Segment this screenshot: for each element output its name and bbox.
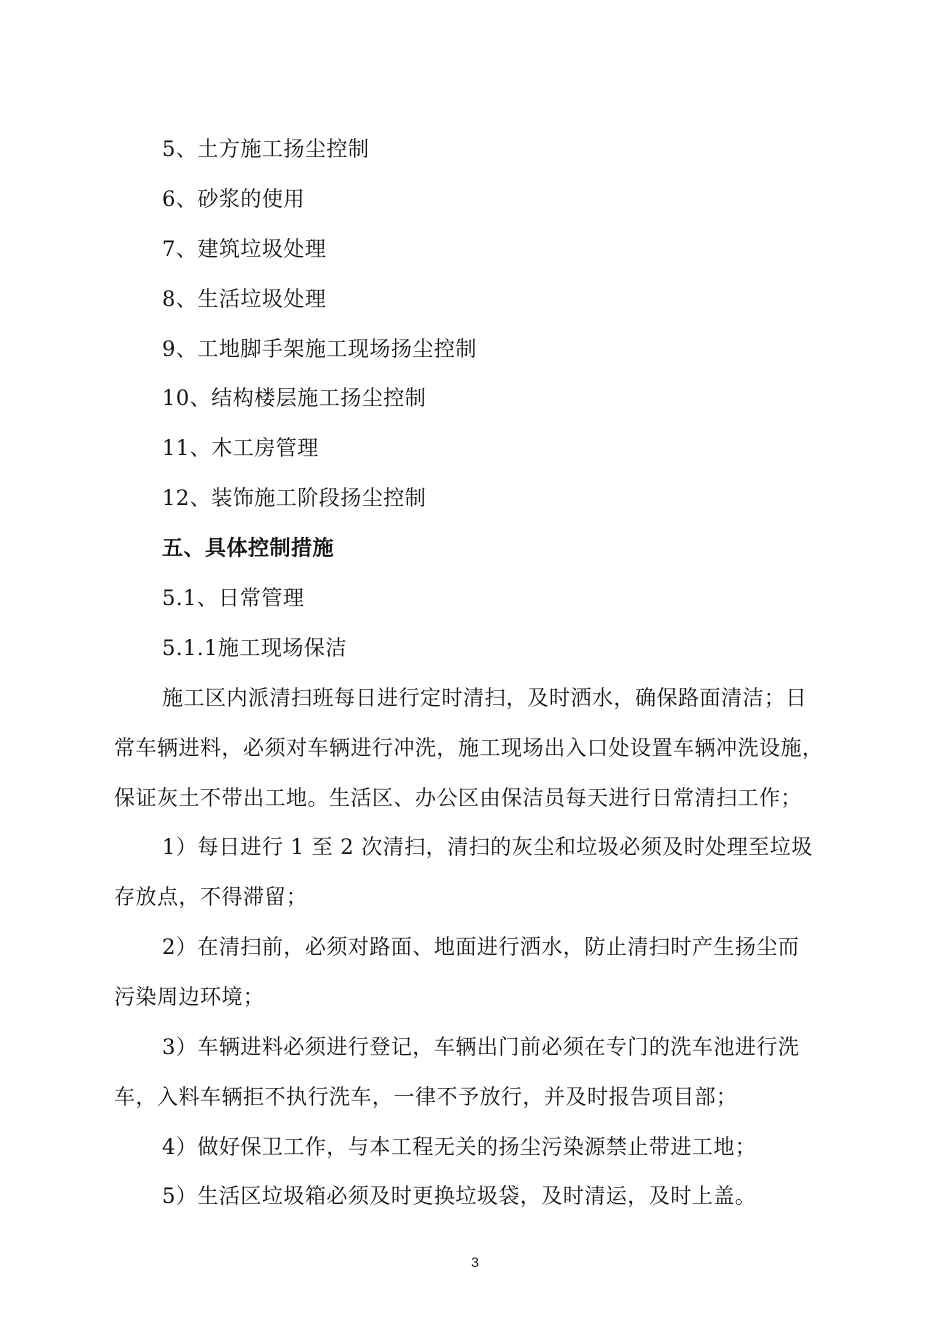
- paragraph-line: 常车辆进料，必须对车辆进行冲洗，施工现场出入口处设置车辆冲洗设施，: [114, 736, 824, 760]
- list-item: 10、结构楼层施工扬尘控制: [162, 386, 427, 410]
- subsubsection-heading: 5.1.1施工现场保洁: [162, 636, 347, 660]
- list-item: 12、装饰施工阶段扬尘控制: [162, 486, 427, 510]
- measure-item-line: 1）每日进行 1 至 2 次清扫，清扫的灰尘和垃圾必须及时处理至垃圾: [162, 835, 813, 859]
- measure-item-line: 存放点，不得滞留；: [114, 885, 308, 909]
- measure-item-line: 污染周边环境；: [114, 985, 265, 1009]
- list-item: 11、木工房管理: [162, 436, 319, 460]
- list-item: 7、建筑垃圾处理: [162, 237, 327, 261]
- measure-item-line: 3）车辆进料必须进行登记，车辆出门前必须在专门的洗车池进行洗: [162, 1035, 800, 1059]
- paragraph-line: 施工区内派清扫班每日进行定时清扫，及时洒水，确保路面清洁；日: [162, 686, 807, 710]
- measure-item-line: 4）做好保卫工作，与本工程无关的扬尘污染源禁止带进工地；: [162, 1135, 757, 1159]
- paragraph-line: 保证灰土不带出工地。生活区、办公区由保洁员每天进行日常清扫工作；: [114, 786, 802, 810]
- measure-item-line: 车，入料车辆拒不执行洗车，一律不予放行，并及时报告项目部；: [114, 1085, 738, 1109]
- list-item: 8、生活垃圾处理: [162, 287, 327, 311]
- measure-item-line: 5）生活区垃圾箱必须及时更换垃圾袋，及时清运，及时上盖。: [162, 1184, 757, 1208]
- list-item: 5、土方施工扬尘控制: [162, 137, 370, 161]
- list-item: 9、工地脚手架施工现场扬尘控制: [162, 337, 477, 361]
- section-heading: 五、具体控制措施: [162, 536, 334, 560]
- subsection-heading: 5.1、日常管理: [162, 586, 305, 610]
- list-item: 6、砂浆的使用: [162, 187, 305, 211]
- page-number: 3: [471, 1254, 479, 1270]
- measure-item-line: 2）在清扫前，必须对路面、地面进行洒水，防止清扫时产生扬尘而: [162, 935, 800, 959]
